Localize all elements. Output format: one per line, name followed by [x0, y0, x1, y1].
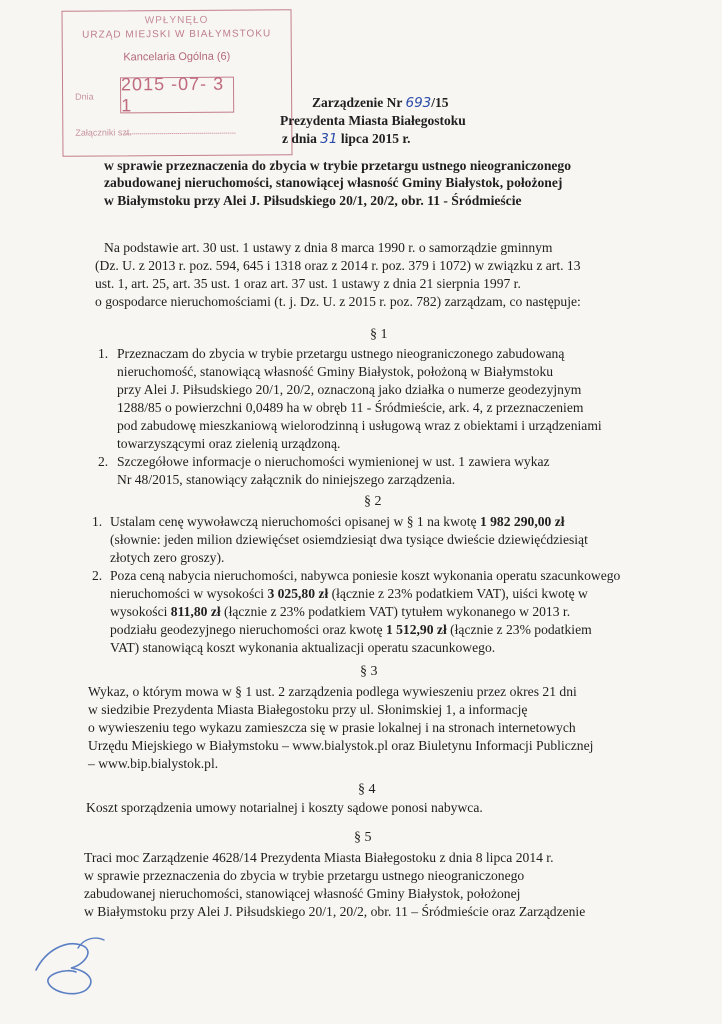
s1-item1-line: Przeznaczam do zbycia w trybie przetargu ustnego nieograniczonego zabudowaną — [117, 346, 565, 361]
s2-item2-text: podziału geodezyjnego nieruchomości oraz kwotę — [110, 622, 386, 637]
stamp-line1: WPŁYNĘŁO — [144, 14, 209, 27]
stamp-dotted-line — [125, 133, 235, 135]
section-3-title: § 3 — [360, 664, 378, 679]
s4-line: Koszt sporządzenia umowy notarialnej i koszty sądowe ponosi nabywca. — [86, 800, 483, 815]
s5-line: zabudowanej nieruchomości, stanowiącej własność Gminy Białystok, położonej — [84, 886, 521, 901]
preamble-line: Na podstawie art. 30 ust. 1 ustawy z dnia 8 marca 1990 r. o samorządzie gminnym — [104, 240, 553, 255]
s2-item2-text: wysokości — [110, 604, 171, 619]
stamp-line2: URZĄD MIEJSKI W BIAŁYMSTOKU — [82, 28, 272, 41]
s2-item1-text: Ustalam cenę wywoławczą nieruchomości opisanej w § 1 na kwotę — [110, 514, 480, 529]
s2-item1-line: (słownie: jeden milion dziewięćset osiemdziesiąt dwa tysiące dwieście dziewięćdziesiąt — [110, 532, 588, 547]
s2-item2-line: VAT) stanowiącą koszt wykonania aktualizacji operatu szacunkowego. — [110, 640, 496, 655]
stamp-dnia-label: Dnia — [75, 91, 94, 102]
s5-line: w sprawie przeznaczenia do zbycia w trybie przetargu ustnego nieograniczonego — [84, 868, 525, 883]
s2-item2-number: 2. — [92, 568, 103, 583]
section-2-title: § 2 — [364, 494, 382, 509]
s2-item1-line: złotych zero groszy). — [110, 550, 225, 565]
s2-item2-line — [110, 586, 588, 602]
division-cost: 811,80 zł — [170, 604, 221, 619]
stamp-date: 2015 -07- 3 1 — [120, 77, 234, 114]
ordinance-number-label: Zarządzenie Nr — [312, 95, 403, 110]
s3-line: w siedzibie Prezydenta Miasta Białegostoku przy ul. Słonimskiej 1, a informację — [88, 702, 528, 717]
s2-item2-text: nieruchomości w wysokości — [110, 586, 268, 601]
section-5-title: § 5 — [354, 830, 372, 845]
ordinance-date-prefix: z dnia — [282, 131, 317, 146]
s1-item1-number: 1. — [98, 346, 109, 361]
update-cost: 1 512,90 zł — [385, 622, 447, 637]
s1-item1-line: nieruchomość, stanowiącą własność Gminy Białystok, położoną w Białymstoku — [117, 364, 554, 379]
s2-item2-text: (łącznie z 23% podatkiem VAT) tytułem wykonanego w 2013 r. — [220, 604, 571, 619]
ordinance-date-line — [282, 131, 410, 147]
ordinance-date-suffix: lipca 2015 r. — [340, 131, 411, 146]
handwritten-initials — [26, 930, 116, 1000]
s5-line: Traci moc Zarządzenie 4628/14 Prezydenta Miasta Białegostoku z dnia 8 lipca 2014 r. — [84, 850, 554, 865]
preamble-line: o gospodarce nieruchomościami (t. j. Dz. U. z 2015 r. poz. 782) zarządzam, co następuje: — [95, 294, 581, 309]
s1-item2-line: Nr 48/2015, stanowiący załącznik do niniejszego zarządzenia. — [117, 472, 456, 487]
stamp-zalaczniki-label: Załączniki szt. — [75, 127, 132, 138]
subject-line: w Białymstoku przy Alei J. Piłsudskiego 20/1, 20/2, obr. 11 - Śródmieście — [104, 193, 522, 208]
s2-item2-text: (łącznie z 23% podatkiem VAT), uiści kwotę w — [328, 586, 588, 601]
s1-item1-line: 1288/85 o powierzchni 0,0489 ha w obręb 11 - Śródmieście, ark. 4, z przeznaczeniem — [117, 400, 584, 415]
s2-item2-line: Poza ceną nabycia nieruchomości, nabywca poniesie koszt wykonania operatu szacunkowego — [110, 568, 621, 583]
ordinance-number-handwritten: 693 — [405, 95, 432, 111]
s1-item2-number: 2. — [98, 454, 109, 469]
starting-price: 1 982 290,00 zł — [479, 514, 565, 529]
subject-line: w sprawie przeznaczenia do zbycia w trybie przetargu ustnego nieograniczonego — [104, 158, 572, 173]
s3-line: – www.bip.bialystok.pl. — [88, 756, 219, 771]
ordinance-date-handwritten-day: 31 — [320, 131, 338, 147]
ordinance-issuer: Prezydenta Miasta Białegostoku — [280, 113, 466, 128]
stamp-line3: Kancelaria Ogólna (6) — [123, 50, 231, 64]
s1-item1-line: towarzyszącymi oraz zielenią urządzoną. — [117, 436, 341, 451]
s1-item1-line: przy Alei J. Piłsudskiego 20/1, 20/2, oznaczoną jako działka o numerze geodezyjnym — [117, 382, 582, 397]
s1-item2-line: Szczegółowe informacje o nieruchomości wymienionej w ust. 1 zawiera wykaz — [117, 454, 550, 469]
s2-item1-number: 1. — [92, 514, 103, 529]
s2-item2-text: (łącznie z 23% podatkiem — [446, 622, 592, 637]
section-1-title: § 1 — [370, 327, 388, 342]
s3-line: Wykaz, o którym mowa w § 1 ust. 2 zarządzenia podlega wywieszeniu przez okres 21 dni — [88, 684, 577, 699]
preamble-line: (Dz. U. z 2013 r. poz. 594, 645 i 1318 oraz z 2014 r. poz. 379 i 1072) w związku z art. 13 — [95, 258, 581, 273]
s2-item2-line — [110, 622, 592, 638]
s1-item1-line: pod zabudowę mieszkaniową wielorodzinną i usługową wraz z obiektami i urządzeniami — [117, 418, 602, 433]
appraisal-cost: 3 025,80 zł — [267, 586, 329, 601]
preamble-line: ust. 1, art. 25, art. 35 ust. 1 oraz art. 37 ust. 1 ustawy z dnia 21 sierpnia 1997 r. — [95, 276, 521, 291]
ordinance-number-line — [312, 95, 449, 111]
s2-item1-line — [110, 514, 565, 530]
s2-item2-line — [110, 604, 570, 620]
incoming-stamp — [61, 9, 292, 157]
s3-line: Urzędu Miejskiego w Białymstoku – www.bialystok.pl oraz Biuletynu Informacji Publicznej — [88, 738, 594, 753]
ordinance-number-suffix: /15 — [431, 95, 449, 110]
s5-line: w Białymstoku przy Alei J. Piłsudskiego 20/1, 20/2, obr. 11 – Śródmieście oraz Zarządzenie — [84, 904, 586, 919]
section-4-title: § 4 — [358, 782, 376, 797]
subject-line: zabudowanej nieruchomości, stanowiącej własność Gminy Białystok, położonej — [104, 175, 563, 190]
s3-line: o wywieszeniu tego wykazu zamieszcza się w prasie lokalnej i na stronach internetowych — [88, 720, 576, 735]
